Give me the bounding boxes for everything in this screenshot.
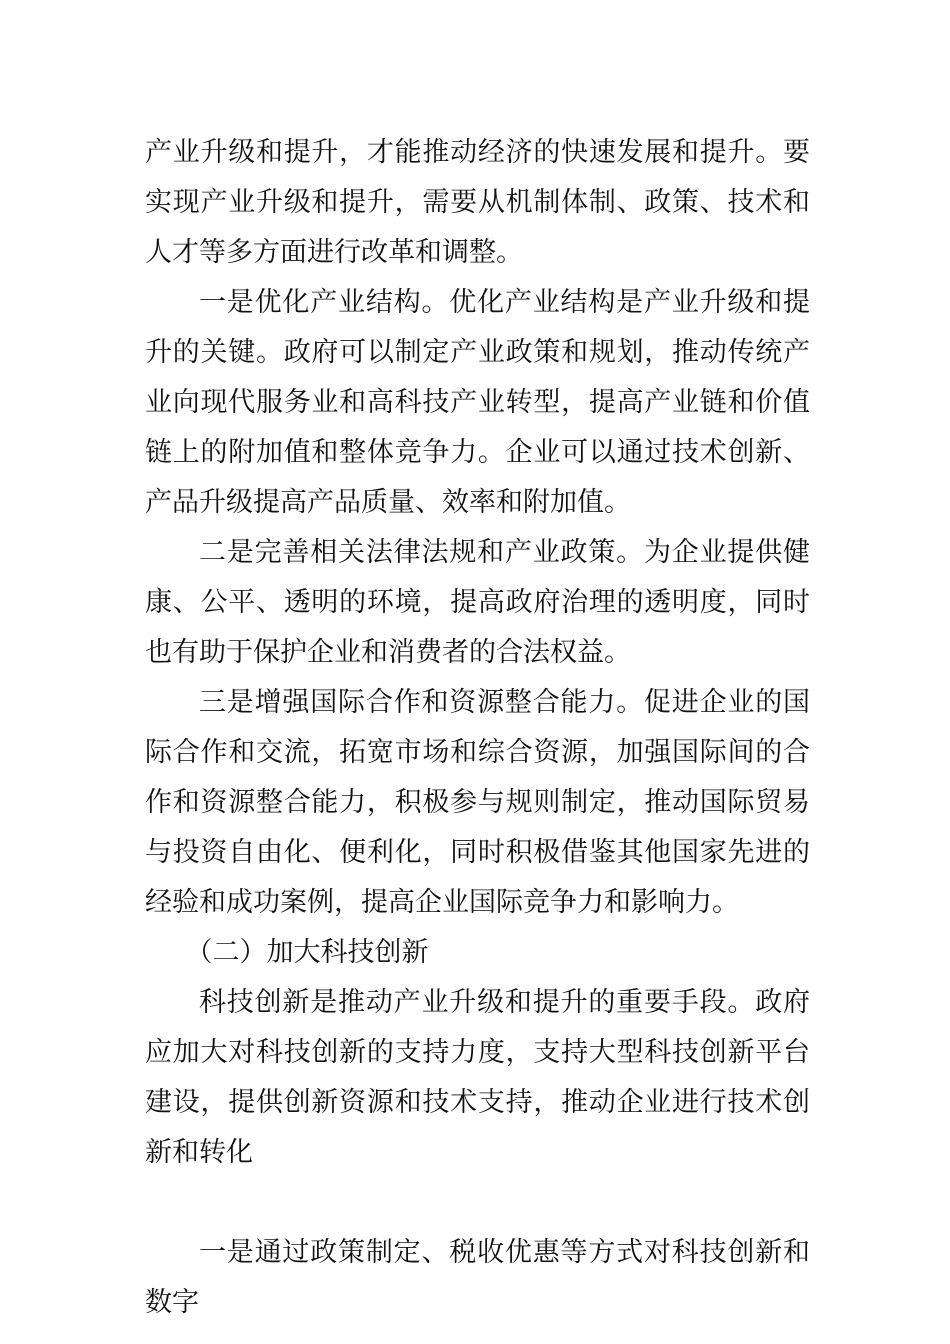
document-body [145,128,810,1328]
section-heading: （二）加大科技创新 [185,937,429,968]
paragraph-international-cooperation: 三是增强国际合作和资源整合能力。促进企业的国际合作和交流，拓宽市场和综合资源，加强国际间的合作和资源整合能力，积极参与规则制定，推动国际贸易与投资自由化、便利化，同时积极借鉴其他国家先进的经验和成功案例，提高企业国际竞争力和影响力。 [145,687,810,918]
paragraph-intro: 产业升级和提升，才能推动经济的快速发展和提升。要实现产业升级和提升，需要从机制体制、政策、技术和人才等多方面进行改革和调整。 [145,137,810,268]
blank-line [145,1178,810,1228]
paragraph-policy-tax: 一是通过政策制定、税收优惠等方式对科技创新和数字 [145,1237,810,1318]
paragraph-tech-innovation: 科技创新是推动产业升级和提升的重要手段。政府应加大对科技创新的支持力度，支持大型科技创新平台建设，提供创新资源和技术支持，推动企业进行技术创新和转化 [145,987,810,1168]
paragraph-optimize-structure: 一是优化产业结构。优化产业结构是产业升级和提升的关键。政府可以制定产业政策和规划，推动传统产业向现代服务业和高科技产业转型，提高产业链和价值链上的附加值和整体竞争力。企业可以通过技术创新、产品升级提高产品质量、效率和附加值。 [145,287,810,518]
paragraph-laws-policies: 二是完善相关法律法规和产业政策。为企业提供健康、公平、透明的环境，提高政府治理的透明度，同时也有助于保护企业和消费者的合法权益。 [145,537,810,668]
